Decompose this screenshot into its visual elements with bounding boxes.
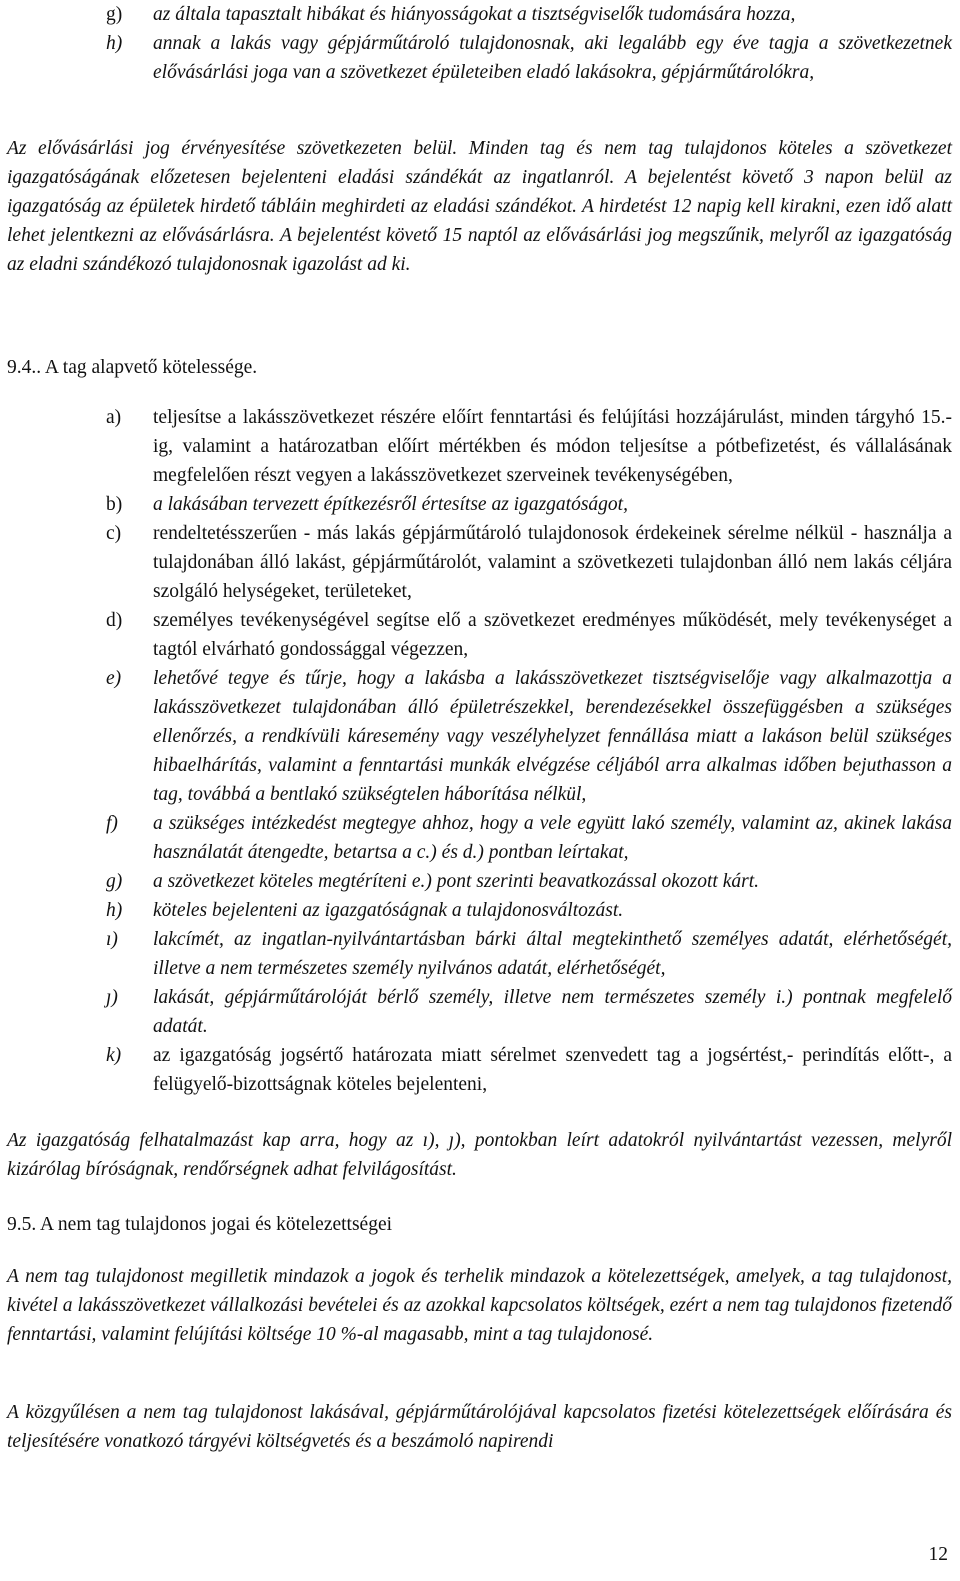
list-item — [106, 29, 952, 87]
list-item-text: rendeltetésszerűen - más lakás gépjárműtároló tulajdonosok érdekeinek sérelme nélkül - használja a tulajdonában álló lakást, gépjárműtárolót, valamint a szövetkezeti tulajdonban álló nem lakás céljára szolgáló helységeket, területeket, — [153, 523, 952, 602]
list-item-text: személyes tevékenységével segítse elő a szövetkezet eredményes működését, mely tevékenységet a tagtól elvárható gondossággal végezzen, — [153, 610, 952, 660]
list-item-label: h) — [106, 33, 123, 54]
section-heading-9-4: 9.4.. A tag alapvető kötelessége. — [7, 357, 258, 378]
rights-list-continued — [106, 0, 952, 87]
list-item — [106, 925, 952, 983]
list-item-text: köteles bejelenteni az igazgatóságnak a tulajdonosváltozást. — [153, 900, 624, 921]
list-item-text: az általa tapasztalt hibákat és hiányosságokat a tisztségviselők tudomására hozza, — [153, 4, 796, 25]
list-item-label: d) — [106, 610, 123, 631]
section-heading-9-5: 9.5. A nem tag tulajdonos jogai és kötelezettségei — [7, 1214, 393, 1235]
list-item-text: a szövetkezet köteles megtéríteni e.) pont szerinti beavatkozással okozott kárt. — [153, 871, 759, 892]
list-item-label: h) — [106, 900, 123, 921]
list-item-label: a) — [106, 407, 122, 428]
list-item-label: ȷ) — [106, 987, 118, 1008]
list-item-label: g) — [106, 871, 123, 892]
list-item — [106, 606, 952, 664]
list-item — [106, 896, 952, 925]
list-item-text: az igazgatóság jogsértő határozata miatt sérelmet szenvedett tag a jogsértést,- perindítás előtt-, a felügyelő-bizottságnak köteles bejelenteni, — [153, 1045, 952, 1095]
list-item-text: annak a lakás vagy gépjárműtároló tulajdonosnak, aki legalább egy éve tagja a szövetkezetnek elővásárlási joga van a szövetkezet épületeiben eladó lakásokra, gépjárműtárolókra, — [153, 33, 952, 83]
list-item-text: lakását, gépjárműtárolóját bérlő személy, illetve nem természetes személy i.) pontnak megfelelő adatát. — [153, 987, 952, 1037]
list-item-label: c) — [106, 523, 122, 544]
list-item-text: lakcímét, az ingatlan-nyilvántartásban bárki által megtekinthető személyes adatát, elérhetőségét, illetve a nem természetes személy nyilvános adatát, elérhetőségét, — [153, 929, 952, 979]
list-item-label: e) — [106, 668, 122, 689]
preemption-paragraph: Az elővásárlási jog érvényesítése szövetkezeten belül. Minden tag és nem tag tulajdonos köteles a szövetkezet igazgatóságának előzetesen bejelenteni eladási szándékát az ingatlanról. A bejelentést követő 3 napon belül az igazgatóság az épületek hirdető tábláin meghirdeti az eladási szándékot. A hirdetést 12 napig kell kirakni, ezen idő alatt lehet jelentkezni az elővásárlásra. A bejelentést követő 15 naptól az elővásárlási jog megszűnik, melyről az igazgatóság az eladni szándékozó tulajdonosnak igazolást ad ki. — [7, 138, 952, 275]
list-item-label: f) — [106, 813, 118, 834]
list-item — [106, 983, 952, 1041]
list-item — [106, 490, 952, 519]
list-item — [106, 1041, 952, 1099]
list-item-label: ı) — [106, 929, 118, 950]
list-item — [106, 519, 952, 606]
member-duties-list — [106, 403, 952, 1099]
list-item-text: lehetővé tegye és tűrje, hogy a lakásba a lakásszövetkezet tisztségviselője vagy alkalmazottja a lakásszövetkezet tulajdonában álló épületrészekkel, berendezésekkel összefüggésben a szükséges ellenőrzés, a rendkívüli káresemény vagy veszélyhelyzet fennállása miatt a lakáson belül szükséges hibaelhárítás, valamint a fenntartási munkák elvégzése céljából arra alkalmas időben bejuthasson a tag, továbbá a bentlakó szükségtelen háborítása nélkül, — [153, 668, 952, 805]
authorization-paragraph: Az igazgatóság felhatalmazást kap arra, hogy az ı), ȷ), pontokban leírt adatokról nyilvántartást vezessen, melyről kizárólag bíróságnak, rendőrségnek adhat felvilágosítást. — [7, 1130, 952, 1180]
list-item-text: a szükséges intézkedést megtegye ahhoz, hogy a vele együtt lakó személy, valamint az, akinek lakása használatát átengedte, betartsa a c.) és d.) pontban leírtakat, — [153, 813, 952, 863]
page-number: 12 — [928, 1544, 948, 1565]
list-item-label: b) — [106, 494, 123, 515]
list-item — [106, 867, 952, 896]
list-item-text: teljesítse a lakásszövetkezet részére előírt fenntartási és felújítási hozzájárulást, minden tárgyhó 15.-ig, valamint a határozatban előírt mértékben és módon teljesítse a pótbefizetést, és vállalásának megfelelően részt vegyen a lakásszövetkezet szerveinek tevékenységében, — [153, 407, 952, 486]
list-item — [106, 809, 952, 867]
list-item-label: g) — [106, 4, 123, 25]
nonmember-paragraph-2: A közgyűlésen a nem tag tulajdonost lakásával, gépjárműtárolójával kapcsolatos fizetési kötelezettségek előírására és teljesítésére vonatkozó tárgyévi költségvetés és a beszámoló napirendi — [7, 1402, 952, 1452]
list-item-label: k) — [106, 1045, 122, 1066]
list-item — [106, 664, 952, 809]
list-item — [106, 403, 952, 490]
list-item-text: a lakásában tervezett építkezésről értesítse az igazgatóságot, — [153, 494, 628, 515]
nonmember-paragraph-1: A nem tag tulajdonost megilletik mindazok a jogok és terhelik mindazok a kötelezettségek, amelyek, a tag tulajdonost, kivétel a lakásszövetkezet vállalkozási bevételei és az azokkal kapcsolatos költségek, ezért a nem tag tulajdonos fizetendő fenntartási, valamint felújítási költsége 10 %-al magasabb, mint a tag tulajdonosé. — [7, 1266, 952, 1345]
list-item — [106, 0, 952, 29]
